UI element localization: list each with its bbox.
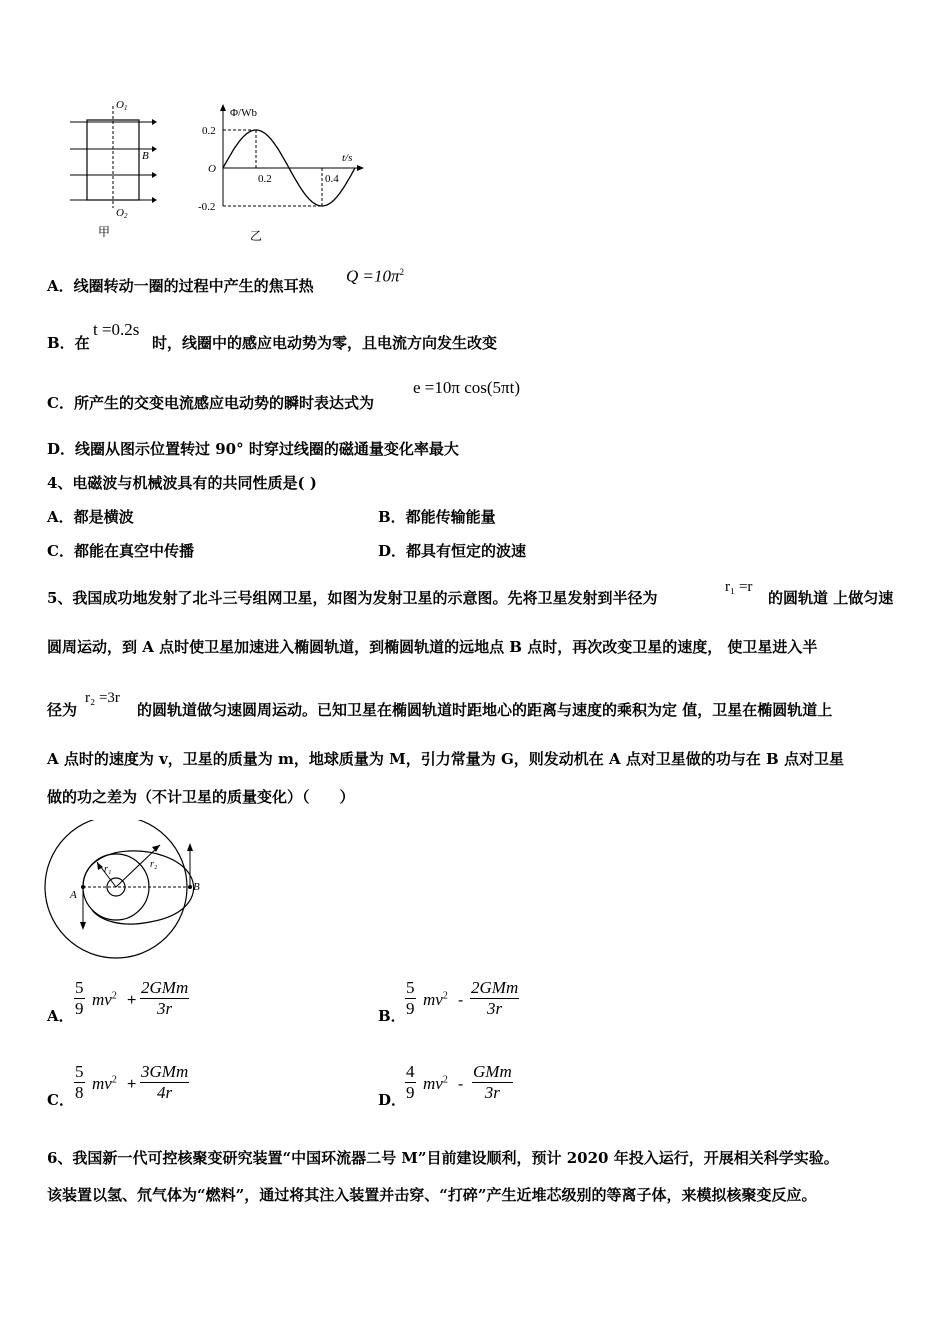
figure-label-yi: 乙: [250, 229, 263, 243]
q5-option-b-op: -: [458, 992, 464, 1009]
q4-option-c: C．都能在真空中传播: [47, 542, 194, 560]
q3-option-a-text: A．线圈转动一圈的过程中产生的焦耳热: [47, 277, 314, 295]
q5-option-c-op: +: [127, 1076, 137, 1093]
q5-option-d-frac1: $\frac{4}{9}$: [406, 1062, 415, 1102]
r1-label: r₁: [104, 864, 112, 875]
q5-option-d-mv: $mv^2$: [423, 1074, 448, 1093]
o2-label: O2: [116, 207, 128, 220]
y-tick-neg: -0.2: [198, 201, 216, 213]
q5-line5: 做的功之差为（不计卫星的质量变化）（ ）: [47, 788, 355, 806]
q3-option-c: C．所产生的交变电流感应电动势的瞬时表达式为: [47, 394, 374, 412]
q5-option-a-frac1: $\frac{5}{9}$: [75, 978, 84, 1018]
q5-line1-end: 的圆轨道 上做匀速: [768, 589, 894, 607]
q3-option-a-math: $Q =10\pi^2$: [346, 266, 405, 286]
q4-option-d: D．都具有恒定的波速: [378, 542, 527, 560]
q5-option-c-frac1: $\frac{5}{8}$: [75, 1062, 84, 1102]
x-tick-04: 0.4: [325, 173, 339, 185]
q3-option-d: D．线圈从图示位置转过 90° 时穿过线圈的磁通量变化率最大: [47, 440, 459, 458]
q4-option-a: A．都是横波: [47, 508, 134, 526]
flux-chart: [190, 96, 370, 246]
q5-option-a-frac2: 2GMm 3r: [141, 978, 189, 1018]
q3-option-b-text: 时，线圈中的感应电动势为零，且电流方向发生改变: [152, 334, 498, 352]
q5-option-a-op: +: [127, 992, 137, 1009]
q6-line1: 6、我国新一代可控核聚变研究装置“中国环流器二号 M”目前建设顺利，预计 2020 年投入运行，开展相关科学实验。: [47, 1149, 839, 1167]
q5-line4: A 点时的速度为 v，卫星的质量为 m，地球质量为 M，引力常量为 G，则发动机在 A 点对卫星做的功与在 B 点对卫星: [47, 750, 844, 768]
q5-option-c-frac2: 3GMm 4r: [141, 1062, 189, 1102]
q5-option-b-mv: $mv^2$: [423, 990, 448, 1009]
q6-line2: 该装置以氢、氘气体为“燃料”，通过将其注入装置并击穿、“打碎”产生近堆芯级别的等离子体，来模拟核聚变反应。: [47, 1186, 817, 1204]
q5-line2: 圆周运动，到 A 点时使卫星加速进入椭圆轨道，到椭圆轨道的远地点 B 点时，再次改变卫星的速度， 使卫星进入半: [47, 638, 818, 656]
q5-r1-math: r₁ =r: [725, 579, 753, 595]
q5-option-b-frac2: 2GMm 3r: [471, 978, 519, 1018]
q4-stem: 4、电磁波与机械波具有的共同性质是( ): [47, 474, 317, 492]
orbit-figure: [40, 820, 220, 970]
q3-option-b: B．在: [47, 334, 90, 352]
q5-option-b-label: B．: [378, 1007, 406, 1025]
o1-label: O1: [116, 99, 128, 112]
y-axis-label: Φ/Wb: [230, 107, 257, 119]
q5-line3-start: 径为: [47, 701, 78, 719]
x-axis-label: t/s: [342, 152, 353, 164]
b-field-label: B: [142, 150, 149, 162]
origin-label: O: [208, 163, 216, 175]
q4-option-b: B．都能传输能量: [378, 508, 496, 526]
q3-option-a: [47, 276, 314, 296]
point-a-label: A: [70, 889, 77, 901]
q3-option-b-math: t =0.2s: [93, 320, 140, 339]
q5-option-c-mv: $mv^2$: [92, 1074, 117, 1093]
point-b-label: B: [193, 881, 200, 893]
q5-line3: 的圆轨道做匀速圆周运动。已知卫星在椭圆轨道时距地心的距离与速度的乘积为定 值，卫星在椭圆轨道上: [137, 701, 833, 719]
r2-label: r₂: [150, 859, 158, 870]
q5-option-d-op: -: [458, 1076, 464, 1093]
q5-option-d-label: D．: [378, 1091, 407, 1109]
q5-option-b-frac1: $\frac{5}{9}$: [406, 978, 415, 1018]
q5-option-a-label: A．: [47, 1007, 74, 1025]
figure-label-jia: 甲: [98, 225, 111, 239]
q5-option-c-label: C．: [47, 1091, 74, 1109]
q5-option-d-frac2: GMm 3r: [473, 1062, 512, 1102]
q3-option-c-math: e =10π cos(5πt): [413, 378, 521, 397]
y-tick-pos: 0.2: [202, 125, 216, 137]
coil-figure: [60, 96, 170, 246]
q5-r2-math: r₂ =3r: [85, 690, 120, 706]
q5-option-a-mv: $mv^2$: [92, 990, 117, 1009]
x-tick-02: 0.2: [258, 173, 272, 185]
q5-line1: 5、我国成功地发射了北斗三号组网卫星，如图为发射卫星的示意图。先将卫星发射到半径为: [47, 589, 658, 607]
